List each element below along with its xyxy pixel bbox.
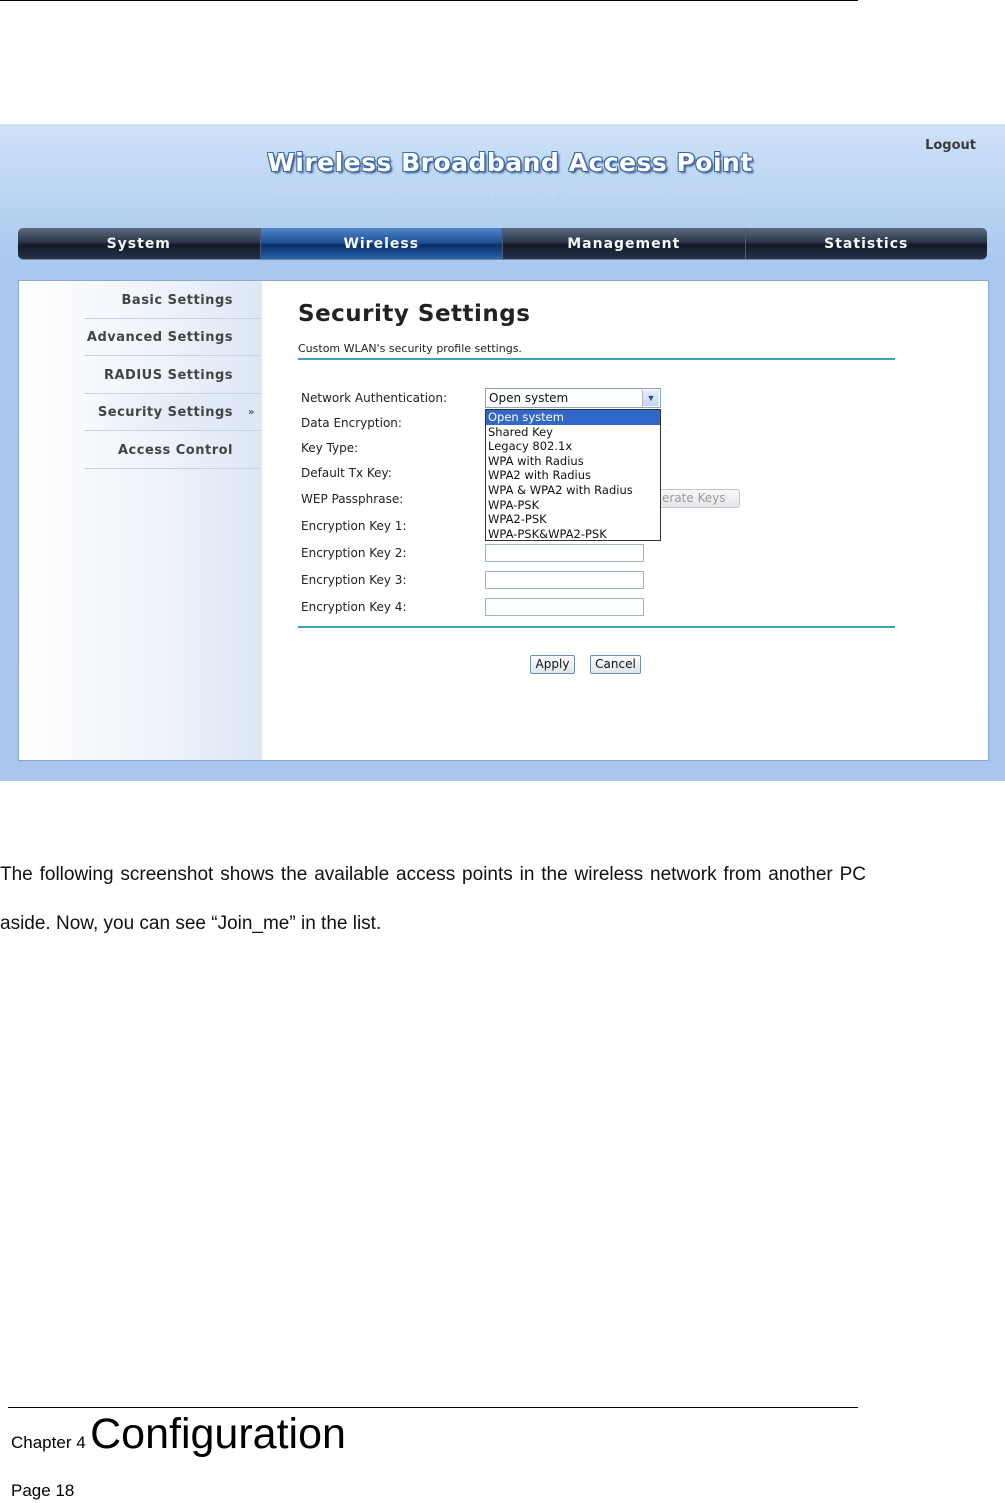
encryption-key-4-input[interactable]	[485, 598, 644, 616]
sidebar-item-advanced-settings[interactable]	[84, 320, 260, 356]
page-title: Security Settings	[298, 301, 531, 327]
page-subtitle: Custom WLAN's security profile settings.	[298, 342, 522, 355]
banner-title-reflection: Wireless Broadband Access Point	[274, 183, 746, 198]
auth-option-open-system[interactable]: Open system	[486, 410, 660, 425]
key-type-label: Key Type:	[301, 441, 359, 455]
network-auth-label: Network Authentication:	[301, 391, 448, 405]
auth-option-wpa-radius[interactable]: WPA with Radius	[488, 453, 584, 468]
auth-option-shared-key[interactable]: Shared Key	[488, 424, 553, 439]
auth-option-wpa2-psk[interactable]: WPA2-PSK	[488, 512, 547, 527]
nav-tab-wireless[interactable]: Wireless	[261, 228, 504, 259]
data-encryption-label: Data Encryption:	[301, 416, 402, 430]
sidebar-item-label: Security Settings	[97, 405, 233, 420]
apply-button[interactable]: Apply	[530, 655, 575, 674]
page-number: Page 18	[11, 1481, 75, 1500]
security-settings-form	[298, 281, 918, 760]
auth-option-wpa-psk[interactable]: WPA-PSK	[488, 497, 540, 512]
encryption-key-2-input[interactable]	[485, 544, 644, 562]
sidebar-item-basic-settings[interactable]	[84, 283, 260, 319]
auth-option-legacy-8021x[interactable]: Legacy 802.1x	[488, 439, 573, 454]
sidebar-item-label: Advanced Settings	[86, 330, 233, 345]
footer-divider	[8, 1407, 858, 1408]
sidebar-item-label: Access Control	[117, 443, 233, 458]
banner-title: Wireless Broadband Access Point	[267, 148, 753, 177]
wep-passphrase-label: WEP Passphrase:	[301, 492, 404, 506]
sidebar-item-label: RADIUS Settings	[103, 368, 233, 383]
body-paragraph: The following screenshot shows the available access points in the wireless network from another PC aside. Now, you can see “Join_me” in the list.	[0, 864, 866, 934]
sidebar-item-label: Basic Settings	[121, 293, 233, 308]
encryption-key-1-label: Encryption Key 1:	[301, 519, 407, 533]
section-divider	[298, 358, 895, 360]
auth-option-wpa2-radius[interactable]: WPA2 with Radius	[488, 468, 592, 483]
generate-keys-button[interactable]: erate Keys	[658, 489, 740, 508]
logout-link[interactable]: Logout	[925, 138, 976, 153]
nav-tab-management[interactable]: Management	[503, 228, 746, 259]
nav-tab-system[interactable]: System	[18, 228, 261, 259]
top-divider	[0, 0, 858, 1]
section-divider	[298, 626, 895, 628]
encryption-key-2-label: Encryption Key 2:	[301, 546, 407, 560]
chapter-number: Chapter 4	[11, 1433, 86, 1452]
encryption-key-3-input[interactable]	[485, 571, 644, 589]
chapter-heading	[11, 1410, 346, 1459]
auth-option-wpa-wpa2-radius[interactable]: WPA & WPA2 with Radius	[488, 482, 633, 497]
network-auth-value: Open system	[489, 391, 569, 405]
sidebar-item-radius-settings[interactable]	[84, 358, 260, 394]
main-nav	[18, 228, 987, 259]
sidebar-item-access-control[interactable]	[84, 433, 260, 469]
default-tx-key-label: Default Tx Key:	[301, 466, 392, 480]
encryption-key-3-label: Encryption Key 3:	[301, 573, 407, 587]
chevron-down-icon[interactable]: ▼	[642, 390, 659, 406]
nav-tab-statistics[interactable]: Statistics	[824, 235, 909, 252]
network-auth-select[interactable]	[485, 388, 661, 408]
double-chevron-right-icon: »	[248, 407, 255, 418]
encryption-key-4-label: Encryption Key 4:	[301, 600, 407, 614]
auth-option-wpa-psk-wpa2-psk[interactable]: WPA-PSK&WPA2-PSK	[488, 526, 607, 541]
cancel-button[interactable]: Cancel	[590, 655, 641, 674]
sidebar	[19, 281, 262, 760]
router-admin-screenshot	[0, 124, 1005, 781]
chapter-title: Configuration	[90, 1410, 346, 1458]
content-panel	[18, 280, 989, 761]
sidebar-item-security-settings[interactable]	[84, 395, 260, 431]
network-auth-dropdown-list	[485, 409, 661, 541]
